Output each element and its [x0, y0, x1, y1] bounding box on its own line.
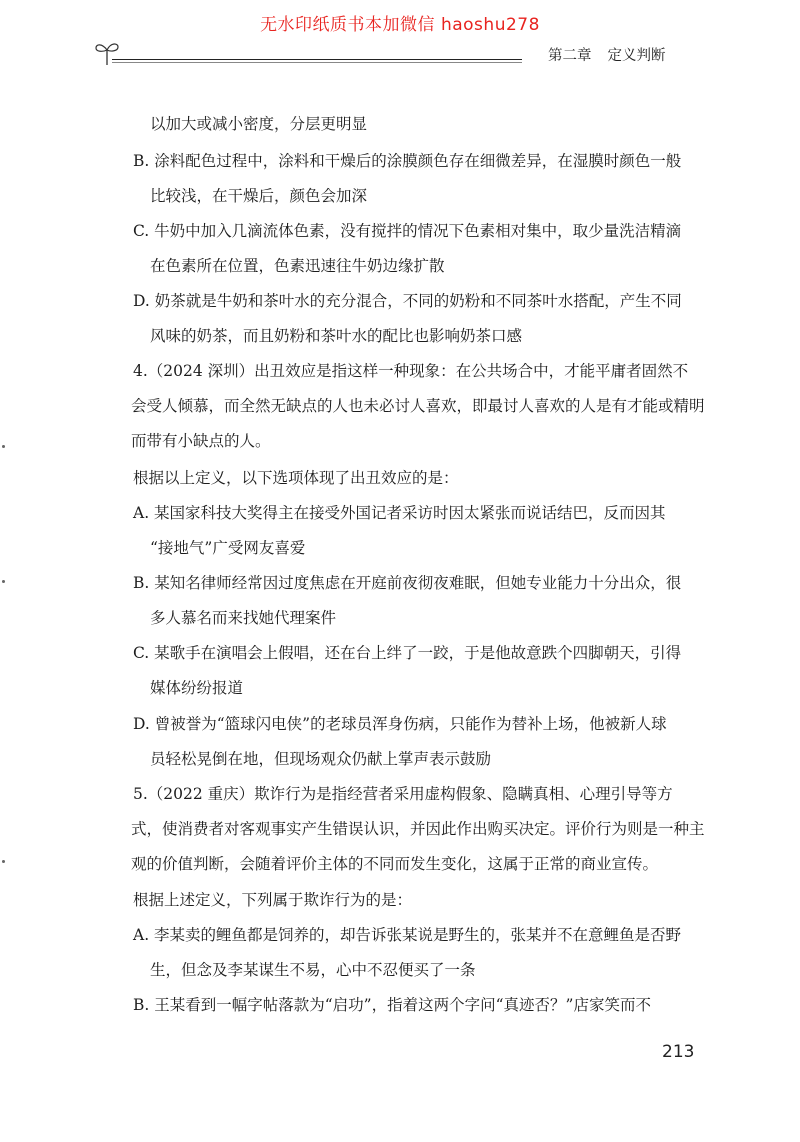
watermark-text: 无水印纸质书本加微信 haoshu278 — [260, 15, 540, 35]
option-d-continuation: 风味的奶茶，而且奶粉和茶叶水的配比也影响奶茶口感 — [150, 327, 523, 345]
question-4-option-d-continuation: 员轻松晃倒在地，但现场观众仍献上掌声表示鼓励 — [150, 750, 492, 768]
option-d-line: D. 奶茶就是牛奶和茶叶水的充分混合，不同的奶粉和不同茶叶水搭配，产生不同 — [133, 292, 682, 310]
question-4-stem-line3: 而带有小缺点的人。 — [131, 432, 271, 450]
question-5-option-a-continuation: 生，但念及李某谋生不易，心中不忍便买了一条 — [150, 961, 476, 979]
option-b-continuation: 比较浅，在干燥后，颜色会加深 — [150, 187, 368, 205]
scan-speck — [2, 445, 5, 448]
option-c-line: C. 牛奶中加入几滴流体色素，没有搅拌的情况下色素相对集中，取少量洗洁精滴 — [133, 222, 682, 240]
scan-speck — [2, 860, 5, 863]
question-4-option-c: C. 某歌手在演唱会上假唱，还在台上绊了一跤，于是他故意跌个四脚朝天，引得 — [133, 644, 682, 662]
section-label: 定义判断 — [607, 48, 666, 64]
question-4-option-d: D. 曾被誉为“篮球闪电侠”的老球员浑身伤病，只能作为替补上场，他被新人球 — [133, 715, 667, 733]
question-4-option-b-continuation: 多人慕名而来找她代理案件 — [150, 609, 337, 627]
running-header — [548, 44, 738, 65]
question-4-option-a-continuation: “接地气”广受网友喜爱 — [150, 539, 306, 557]
header-rule — [112, 59, 522, 60]
question-4-stem-line2: 会受人倾慕，而全然无缺点的人也未必讨人喜欢，即最讨人喜欢的人是有才能或精明 — [131, 397, 705, 415]
question-4-prompt: 根据以上定义，以下选项体现了出丑效应的是： — [133, 469, 459, 487]
header-rule-secondary — [112, 62, 522, 63]
question-4-option-b: B. 某知名律师经常因过度焦虑在开庭前夜彻夜难眠，但她专业能力十分出众，很 — [133, 574, 682, 592]
page-number: 213 — [662, 1042, 695, 1062]
question-5-stem-line3: 观的价值判断，会随着评价主体的不同而发生变化，这属于正常的商业宣传。 — [131, 855, 659, 873]
question-5-option-b: B. 王某看到一幅字帖落款为“启功”，指着这两个字问“真迹否？”店家笑而不 — [133, 996, 651, 1014]
question-5-prompt: 根据上述定义，下列属于欺诈行为的是： — [133, 891, 413, 909]
question-5-option-a: A. 李某卖的鲤鱼都是饲养的，却告诉张某说是野生的，张某并不在意鲤鱼是否野 — [133, 926, 682, 944]
option-b-line: B. 涂料配色过程中，涂料和干燥后的涂膜颜色存在细微差异，在湿膜时颜色一般 — [133, 152, 682, 170]
question-4-stem: 4.（2024 深圳）出丑效应是指这样一种现象：在公共场合中，才能平庸者固然不 — [133, 362, 689, 380]
text-line: 以加大或减小密度，分层更明显 — [150, 115, 368, 133]
option-c-continuation: 在色素所在位置，色素迅速往牛奶边缘扩散 — [150, 257, 445, 275]
question-4-option-a: A. 某国家科技大奖得主在接受外国记者采访时因太紧张而说话结巴，反而因其 — [133, 504, 666, 522]
question-5-stem: 5.（2022 重庆）欺诈行为是指经营者采用虚构假象、隐瞒真相、心理引导等方 — [133, 785, 673, 803]
chapter-label: 第二章 — [548, 48, 592, 64]
scan-speck — [2, 580, 5, 583]
question-5-stem-line2: 式，使消费者对客观事实产生错误认识，并因此作出购买决定。评价行为则是一种主 — [131, 820, 705, 838]
question-4-option-c-continuation: 媒体纷纷报道 — [150, 679, 244, 697]
